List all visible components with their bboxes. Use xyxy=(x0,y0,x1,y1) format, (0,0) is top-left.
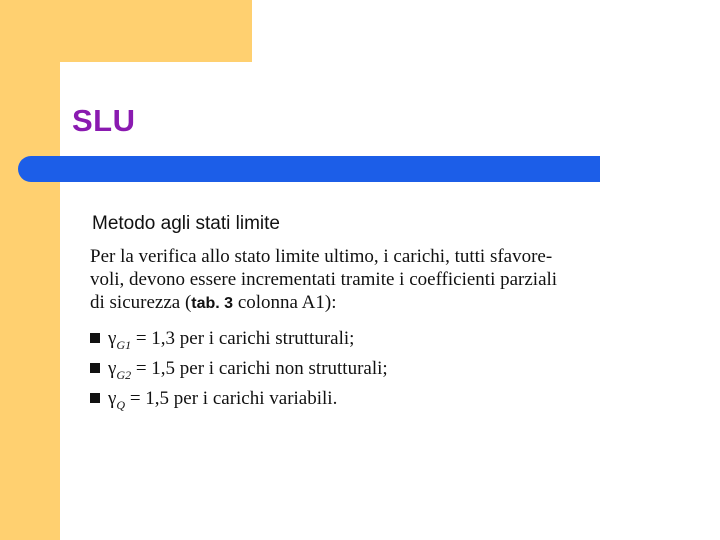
bullet-text: = 1,5 per i carichi non strutturali; xyxy=(135,358,388,379)
gamma-symbol: γ xyxy=(108,388,117,409)
paragraph-line-3-post: colonna A1): xyxy=(233,292,337,313)
bullet-text: = 1,5 per i carichi variabili. xyxy=(129,388,338,409)
body-paragraph xyxy=(90,245,680,315)
slide-title: SLU xyxy=(72,103,136,138)
square-bullet-icon xyxy=(90,363,100,373)
gamma-subscript: G2 xyxy=(116,368,132,382)
table-reference: tab. 3 xyxy=(191,295,234,312)
gamma-subscript: G1 xyxy=(116,338,132,352)
list-item xyxy=(90,358,388,388)
paragraph-line-2: voli, devono essere incrementati tramite i coefficienti parziali xyxy=(90,269,558,290)
list-item xyxy=(90,328,388,358)
paragraph-line-3-pre: di sicurezza ( xyxy=(90,292,192,313)
list-item xyxy=(90,388,388,418)
bullet-text: = 1,3 per i carichi strutturali; xyxy=(135,328,355,349)
yellow-left-band xyxy=(0,0,60,540)
paragraph-line-3 xyxy=(90,291,680,315)
gamma-symbol: γ xyxy=(108,328,117,349)
paragraph-line-1: Per la verifica allo stato limite ultimo, i carichi, tutti sfavore- xyxy=(90,246,553,267)
section-heading: Metodo agli stati limite xyxy=(92,213,280,234)
square-bullet-icon xyxy=(90,333,100,343)
square-bullet-icon xyxy=(90,393,100,403)
gamma-symbol: γ xyxy=(108,358,117,379)
bullet-list xyxy=(90,328,388,418)
gamma-subscript: Q xyxy=(116,398,126,412)
title-underline-bar xyxy=(18,156,600,182)
